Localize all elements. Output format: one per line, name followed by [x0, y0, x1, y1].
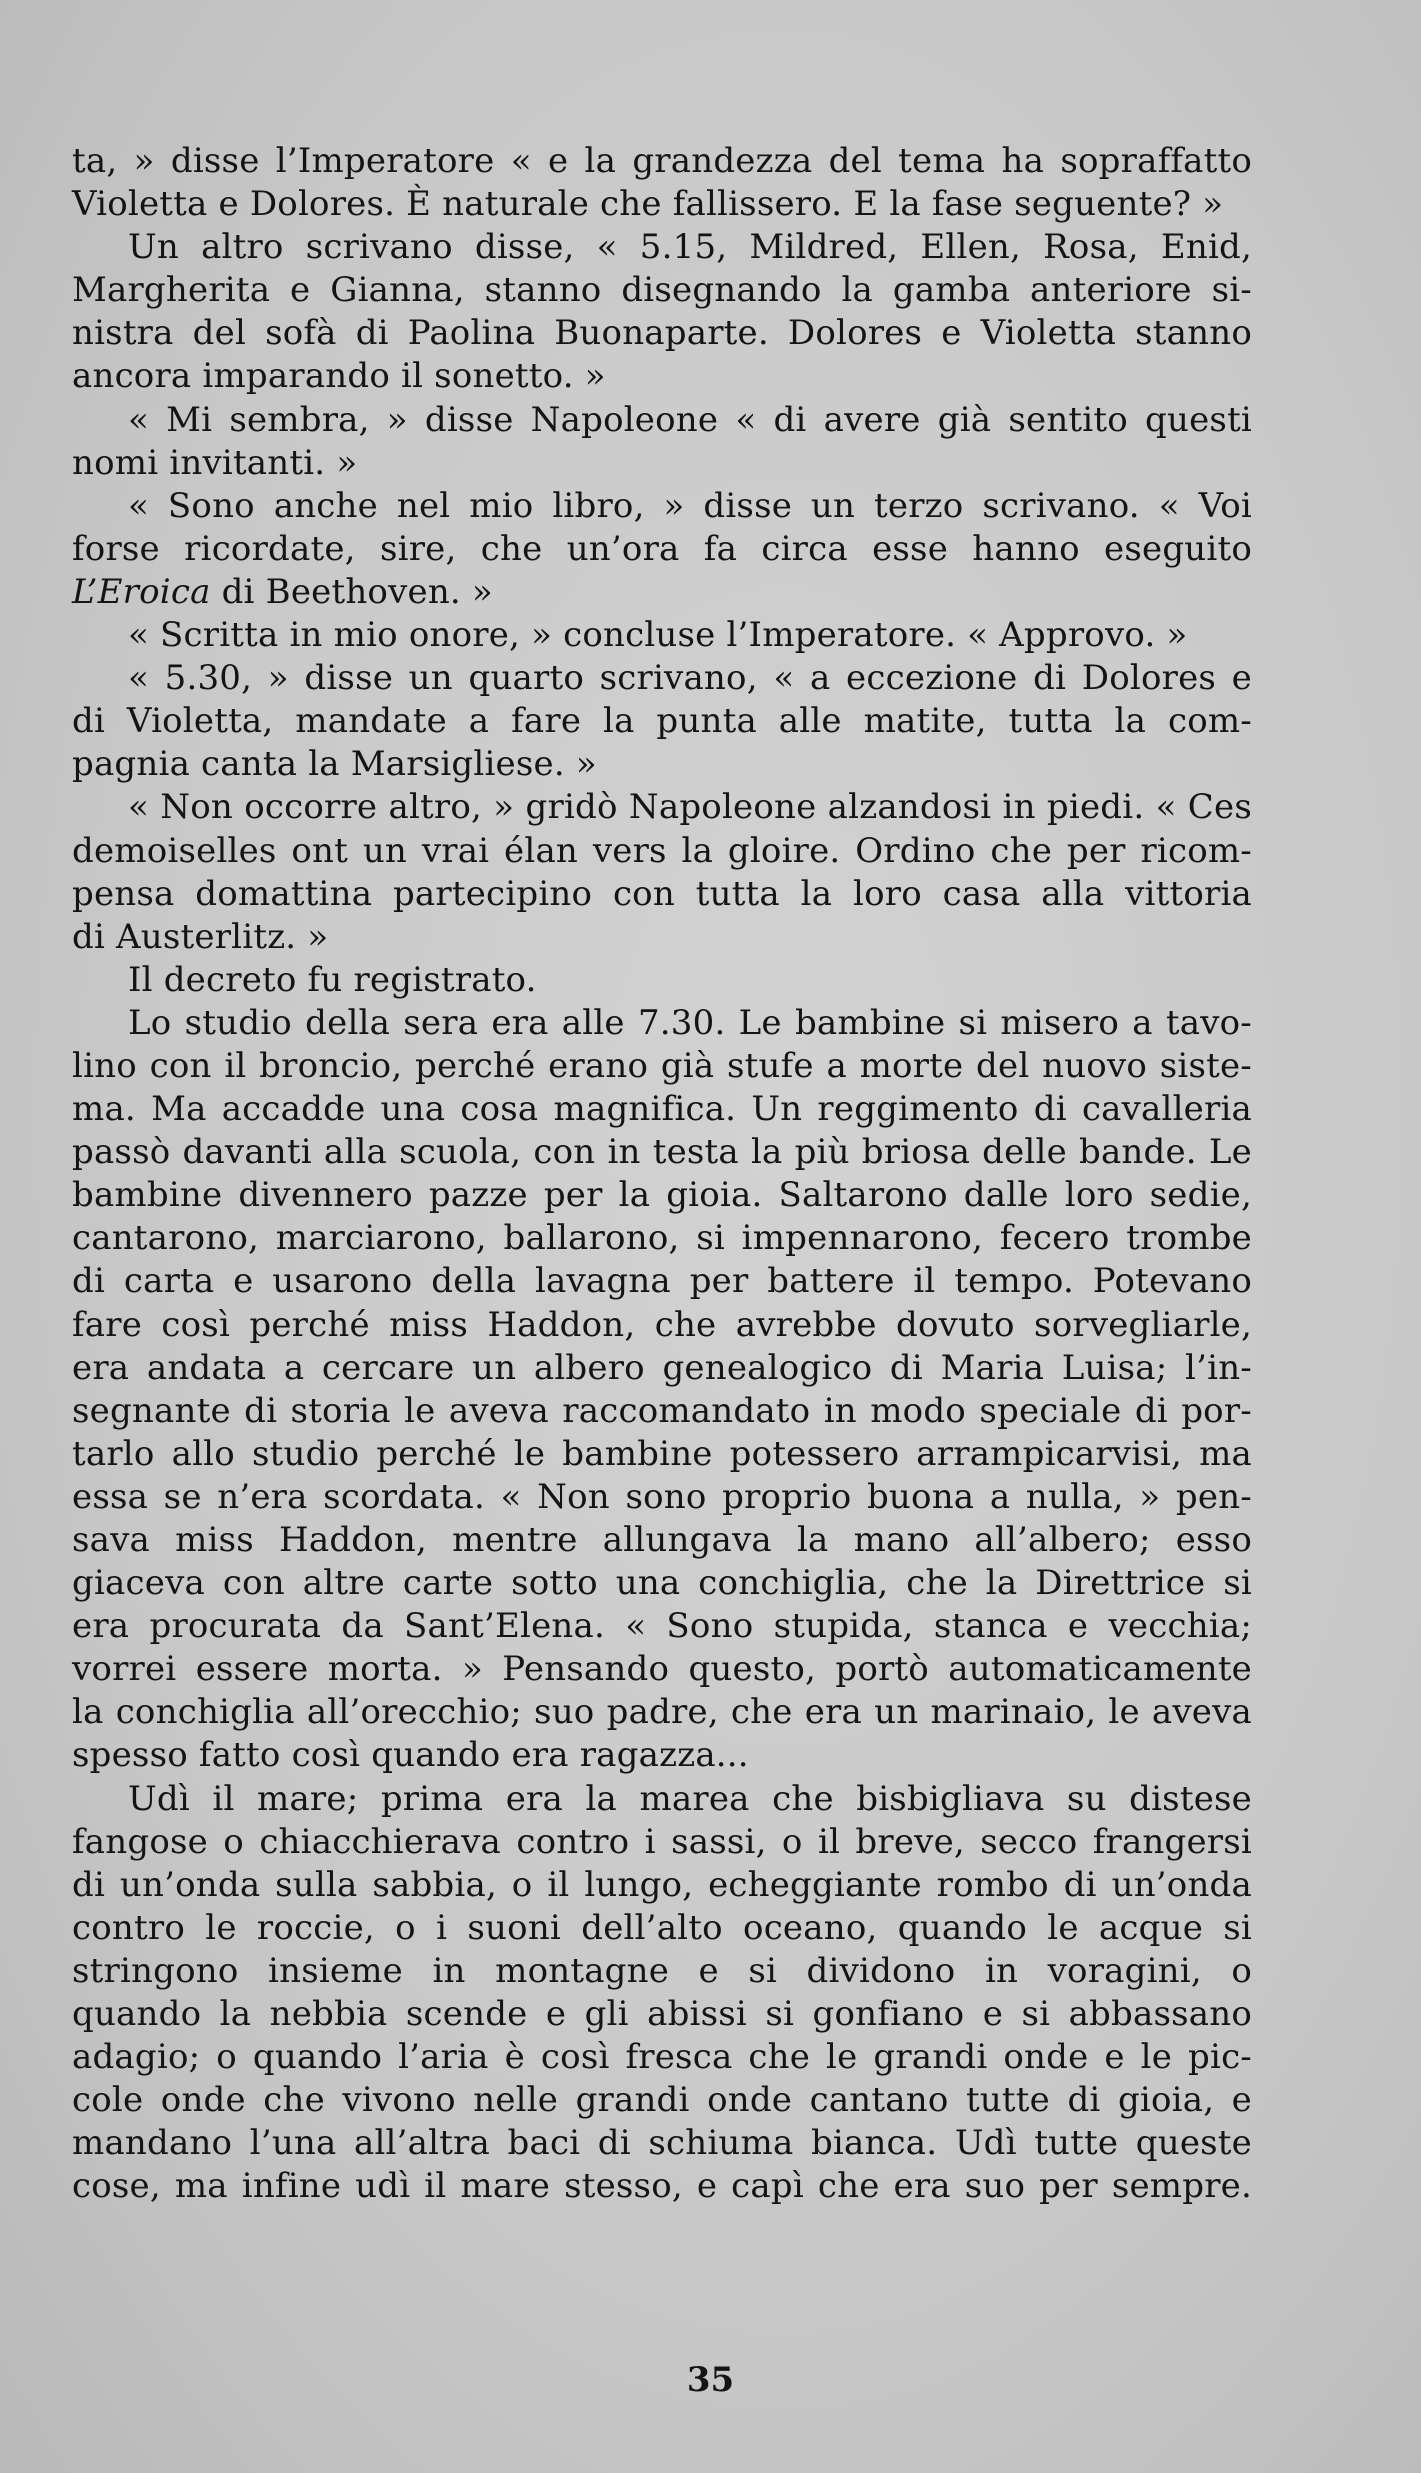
text-line: bambine divennero pazze per la gioia. Saltarono dalle loro sedie, [72, 1175, 1252, 1216]
text-line: lino con il broncio, perché erano già stufe a morte del nuovo siste- [72, 1045, 1252, 1086]
text-line: giaceva con altre carte sotto una conchiglia, che la Direttrice si [72, 1563, 1252, 1604]
text-line: Un altro scrivano disse, « 5.15, Mildred, Ellen, Rosa, Enid, [128, 227, 1252, 268]
text-line: di un’onda sulla sabbia, o il lungo, echeggiante rombo di un’onda [72, 1864, 1252, 1905]
text-line: essa se n’era scordata. « Non sono proprio buona a nulla, » pen- [72, 1476, 1252, 1517]
text-line: Il decreto fu registrato. [128, 959, 537, 1000]
italic-title: L’Eroica [72, 571, 211, 612]
text-line: « Sono anche nel mio libro, » disse un terzo scrivano. « Voi [128, 485, 1252, 526]
text-line: stringono insieme in montagne e si dividono in voragini, o [72, 1950, 1252, 1991]
text-line: « Scritta in mio onore, » concluse l’Imperatore. « Approvo. » [128, 615, 1188, 656]
text-line: forse ricordate, sire, che un’ora fa circa esse hanno eseguito [72, 528, 1252, 569]
text-line: « Mi sembra, » disse Napoleone « di avere già sentito questi [128, 399, 1252, 440]
text-line: segnante di storia le aveva raccomandato in modo speciale di por- [72, 1390, 1252, 1431]
text-line: « Non occorre altro, » gridò Napoleone alzandosi in piedi. « Ces [128, 787, 1252, 828]
text-line: vorrei essere morta. » Pensando questo, portò automaticamente [72, 1649, 1252, 1690]
text-line: di carta e usarono della lavagna per battere il tempo. Potevano [72, 1261, 1252, 1302]
text-line: era procurata da Sant’Elena. « Sono stupida, stanca e vecchia; [72, 1606, 1252, 1647]
text-fragment: di Beethoven. » [210, 571, 493, 612]
text-line: ancora imparando il sonetto. » [72, 356, 606, 397]
text-line: fare così perché miss Haddon, che avrebbe dovuto sorvegliarle, [72, 1304, 1252, 1345]
text-line: Violetta e Dolores. È naturale che fallissero. E la fase seguente? » [72, 184, 1224, 225]
text-line: nomi invitanti. » [72, 442, 358, 483]
text-line: sava miss Haddon, mentre allungava la mano all’albero; esso [72, 1520, 1252, 1560]
text-line: nistra del sofà di Paolina Buonaparte. Dolores e Violetta stanno [72, 313, 1252, 354]
text-line: era andata a cercare un albero genealogico di Maria Luisa; l’in- [72, 1347, 1252, 1388]
text-line: ma. Ma accadde una cosa magnifica. Un reggimento di cavalleria [72, 1089, 1252, 1130]
text-line: di Austerlitz. » [72, 916, 329, 957]
text-line: di Violetta, mandate a fare la punta alle matite, tutta la com- [72, 701, 1252, 742]
text-line: spesso fatto così quando era ragazza... [72, 1735, 749, 1776]
text-line: mandano l’una all’altra baci di schiuma bianca. Udì tutte queste [72, 2123, 1252, 2164]
text-line [72, 571, 1252, 614]
text-line: adagio; o quando l’aria è così fresca che le grandi onde e le pic- [72, 2037, 1252, 2078]
text-line: contro le roccie, o i suoni dell’alto oceano, quando le acque si [72, 1907, 1252, 1948]
text-line: cantarono, marciarono, ballarono, si impennarono, fecero trombe [72, 1218, 1252, 1259]
text-line: quando la nebbia scende e gli abissi si gonfiano e si abbassano [72, 1994, 1252, 2035]
text-line: Udì il mare; prima era la marea che bisbigliava su distese [128, 1778, 1252, 1819]
text-line: la conchiglia all’orecchio; suo padre, che era un marinaio, le aveva [72, 1692, 1252, 1733]
text-line: « 5.30, » disse un quarto scrivano, « a eccezione di Dolores e [128, 658, 1252, 699]
text-line: pensa domattina partecipino con tutta la loro casa alla vittoria [72, 873, 1252, 914]
body-text [72, 140, 1252, 2209]
text-line: ta, » disse l’Imperatore « e la grandezza del tema ha sopraffatto [72, 141, 1252, 181]
text-line: demoiselles ont un vrai élan vers la gloire. Ordino che per ricom- [72, 830, 1252, 871]
text-line: passò davanti alla scuola, con in testa la più briosa delle bande. Le [72, 1132, 1252, 1173]
text-line: Margherita e Gianna, stanno disegnando la gamba anteriore si- [72, 270, 1252, 311]
text-line: cole onde che vivono nelle grandi onde cantano tutte di gioia, e [72, 2080, 1252, 2121]
text-line: cose, ma infine udì il mare stesso, e capì che era suo per sempre. [72, 2166, 1252, 2207]
text-line: Lo studio della sera era alle 7.30. Le bambine si misero a tavo- [128, 1002, 1252, 1043]
text-line: tarlo allo studio perché le bambine potessero arrampicarvisi, ma [72, 1433, 1252, 1474]
text-line: pagnia canta la Marsigliese. » [72, 744, 597, 785]
text-line: fangose o chiacchierava contro i sassi, o il breve, secco frangersi [72, 1821, 1252, 1862]
page-number: 35 [686, 2360, 735, 2400]
